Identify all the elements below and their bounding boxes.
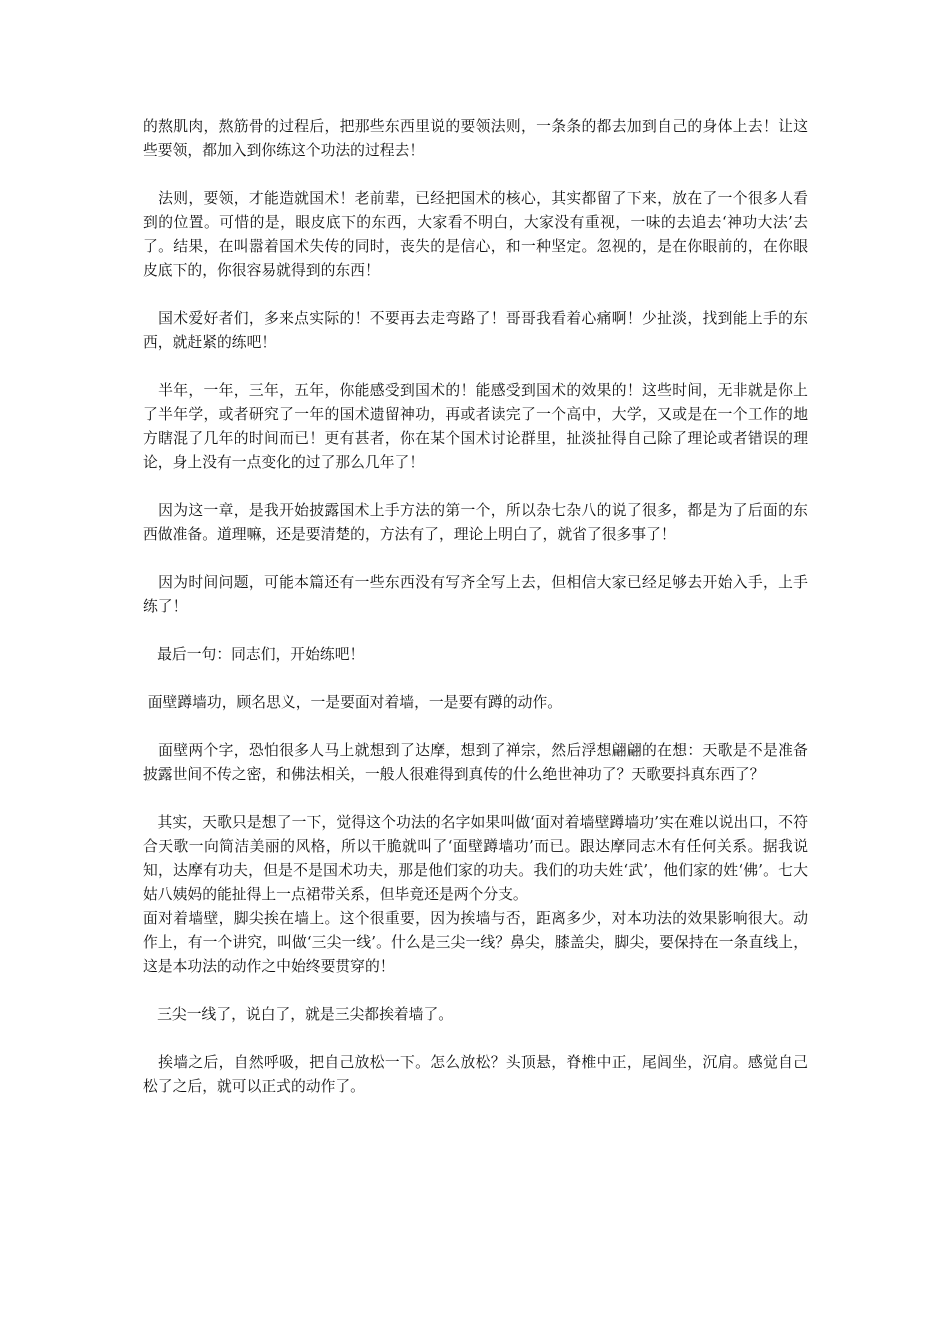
paragraph: 最后一句：同志们，开始练吧！ <box>143 646 365 663</box>
paragraph: 因为时间问题，可能本篇还有一些东西没有写齐全写上去，但相信大家已经足够去开始入手，上手练了！ <box>143 574 808 615</box>
paragraph: 的熬肌肉，熬筋骨的过程后，把那些东西里说的要领法则，一条条的都去加到自己的身体上去！让这些要领，都加入到你练这个功法的过程去！ <box>143 118 808 159</box>
paragraph: 面壁两个字，恐怕很多人马上就想到了达摩，想到了禅宗，然后浮想翩翩的在想：天歌是不是准备披露世间不传之密，和佛法相关，一般人很难得到真传的什么绝世神功了？天歌要抖真东西了？ <box>143 742 808 783</box>
paragraph: 面对着墙壁，脚尖挨在墙上。这个很重要，因为挨墙与否，距离多少，对本功法的效果影响很大。动作上，有一个讲究，叫做‘三尖一线’。什么是三尖一线？鼻尖，膝盖尖，脚尖，要保持在一条直线上，这是本功法的动作之中始终要贯穿的！ <box>143 910 808 975</box>
paragraph: 国术爱好者们，多来点实际的！不要再去走弯路了！哥哥我看着心痛啊！少扯淡，找到能上手的东西，就赶紧的练吧！ <box>143 310 808 351</box>
paragraph: 三尖一线了，说白了，就是三尖都挨着墙了。 <box>143 1006 454 1023</box>
paragraph: 因为这一章，是我开始披露国术上手方法的第一个，所以杂七杂八的说了很多，都是为了后面的东西做准备。道理嘛，还是要清楚的，方法有了，理论上明白了，就省了很多事了！ <box>143 502 808 543</box>
paragraph: 其实，天歌只是想了一下，觉得这个功法的名字如果叫做‘面对着墙壁蹲墙功’实在难以说出口，不符合天歌一向简洁美丽的风格，所以干脆就叫了‘面壁蹲墙功’而已。跟达摩同志木有任何关系。据我说知，达摩有功夫，但是不是国术功夫，那是他们家的功夫。我们的功夫姓‘武’，他们家的姓‘佛’。七大姑八姨妈的能扯得上一点裙带关系，但毕竟还是两个分支。 <box>143 814 808 903</box>
paragraph: 挨墙之后，自然呼吸，把自己放松一下。怎么放松？头顶悬，脊椎中正，尾闾坐，沉肩。感觉自己松了之后，就可以正式的动作了。 <box>143 1054 808 1095</box>
section-intro-paragraph: 面壁蹲墙功，顾名思义，一是要面对着墙，一是要有蹲的动作。 <box>143 694 563 711</box>
document-body <box>143 115 808 1123</box>
paragraph: 半年，一年，三年，五年，你能感受到国术的！能感受到国术的效果的！这些时间，无非就是你上了半年学，或者研究了一年的国术遗留神功，再或者读完了一个高中，大学，又或是在一个工作的地方瞎混了几年的时间而已！更有甚者，你在某个国术讨论群里，扯淡扯得自己除了理论或者错误的理论，身上没有一点变化的过了那么几年了！ <box>143 382 808 471</box>
paragraph: 法则，要领，才能造就国术！老前辈，已经把国术的核心，其实都留了下来，放在了一个很多人看到的位置。可惜的是，眼皮底下的东西，大家看不明白，大家没有重视，一味的去追去‘神功大法’去了。结果，在叫嚣着国术失传的同时，丧失的是信心，和一种坚定。忽视的，是在你眼前的，在你眼皮底下的，你很容易就得到的东西！ <box>143 190 808 279</box>
